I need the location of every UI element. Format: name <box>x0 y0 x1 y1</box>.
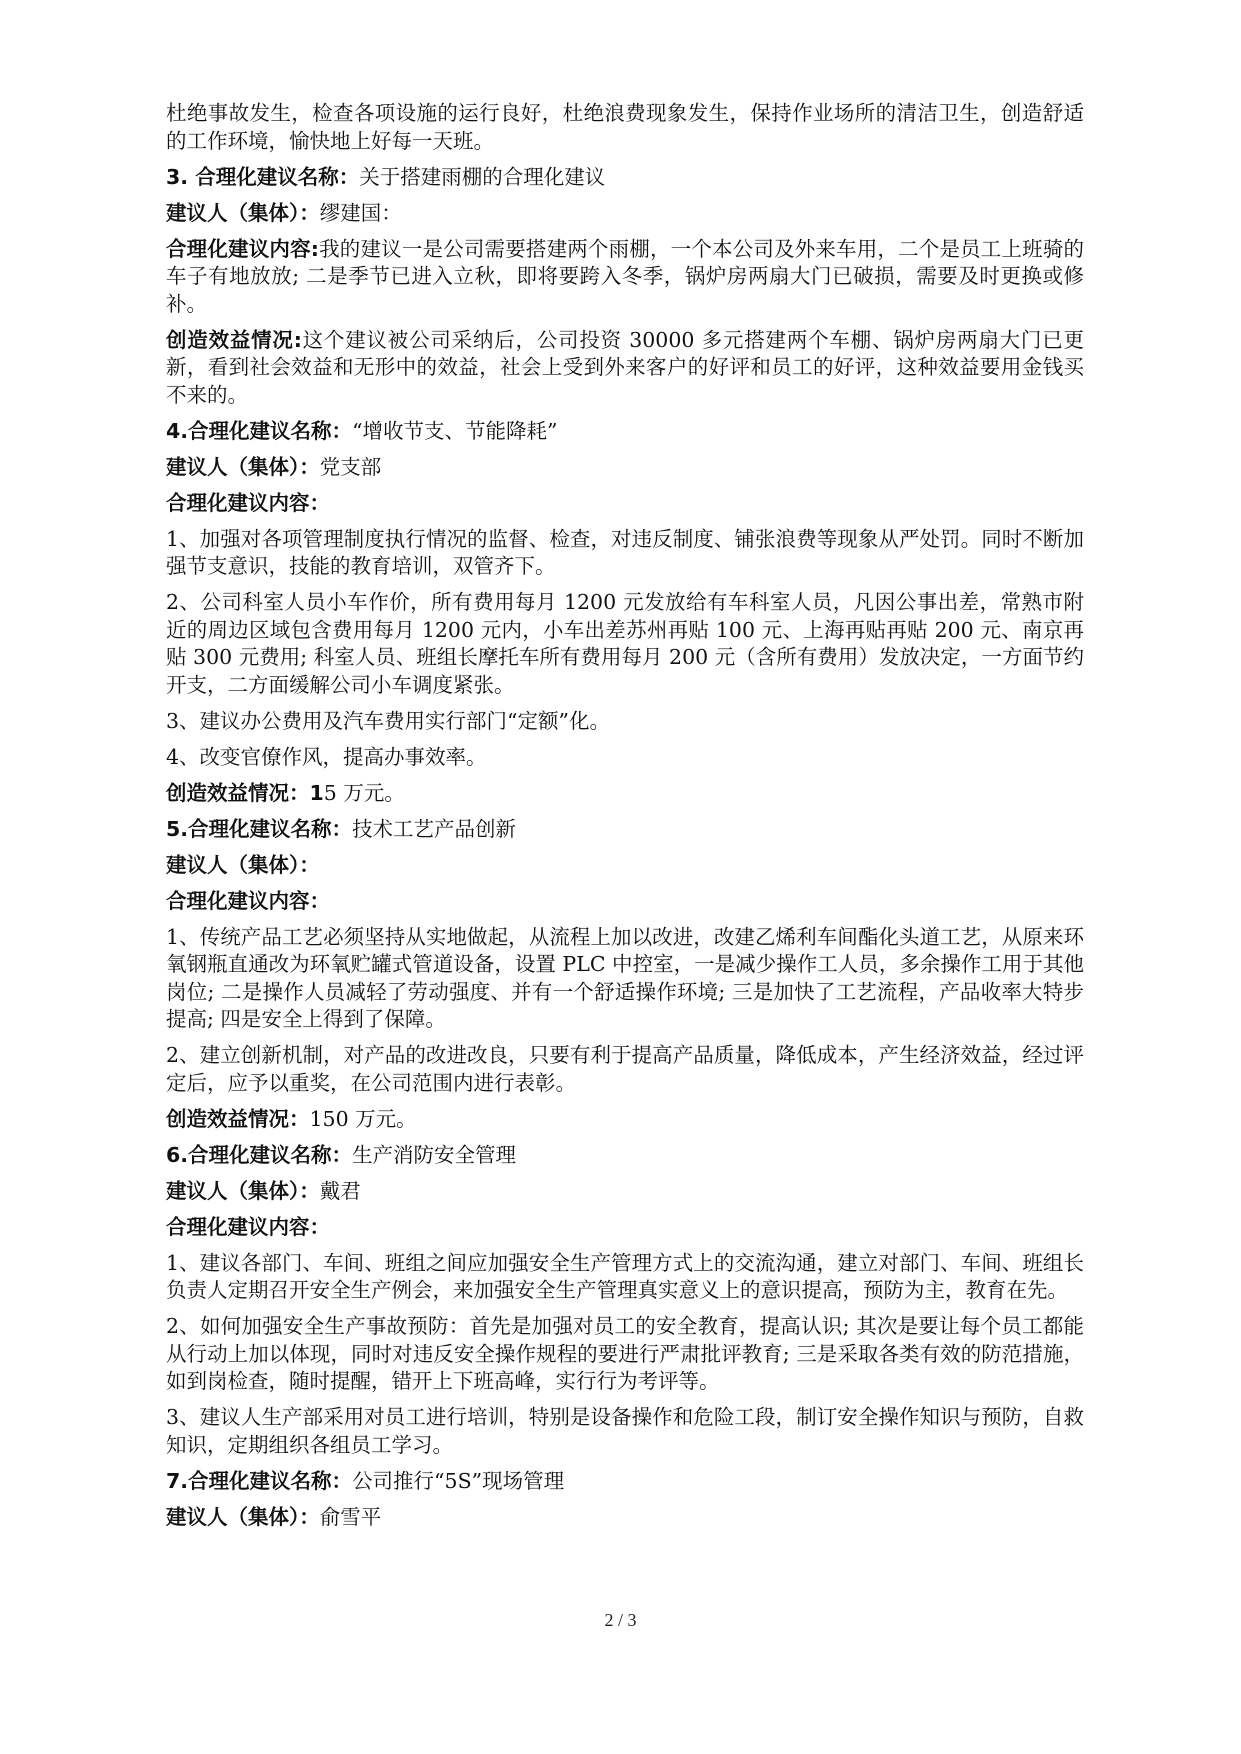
paragraph-label: 5.合理化建议名称： <box>166 816 353 841</box>
paragraph-text: 党支部 <box>319 454 382 479</box>
paragraph <box>166 1042 1084 1097</box>
paragraph-label: 3. 合理化建议名称： <box>166 164 360 189</box>
paragraph-label: 创造效益情况: <box>166 327 302 352</box>
paragraph-label: 合理化建议内容： <box>166 888 330 913</box>
paragraph <box>166 1404 1084 1459</box>
paragraph <box>166 454 1084 482</box>
paragraph-label: 建议人（集体）： <box>166 1504 320 1529</box>
paragraph <box>166 1313 1084 1396</box>
paragraph <box>166 589 1084 699</box>
paragraph <box>166 1178 1084 1206</box>
paragraph <box>166 1106 1084 1134</box>
paragraph-label: 6.合理化建议名称： <box>166 1142 353 1167</box>
paragraph <box>166 1142 1084 1170</box>
paragraph <box>166 236 1084 319</box>
paragraph-label: 建议人（集体）： <box>166 1178 320 1203</box>
paragraph <box>166 1214 1084 1242</box>
paragraph <box>166 418 1084 446</box>
paragraph-text: 缪建国： <box>319 200 402 225</box>
paragraph-label: 7.合理化建议名称： <box>166 1468 353 1493</box>
paragraph-text: 戴君 <box>319 1178 361 1203</box>
paragraph-text: 2、如何加强安全生产事故预防：首先是加强对员工的安全教育，提高认识; 其次是要让每个员工都能从行动上加以体现，同时对违反安全操作规程的要进行严肃批评教育; 三是采取各类有效的防范措施，如到岗检查，随时提醒，错开上下班高峰，实行行为考评等。 <box>166 1314 1084 1393</box>
paragraph <box>166 924 1084 1034</box>
paragraph-label: 合理化建议内容： <box>166 490 330 515</box>
paragraph <box>166 1250 1084 1305</box>
page-number: 2 / 3 <box>604 1610 637 1630</box>
paragraph-text: 150 万元。 <box>309 1106 417 1131</box>
paragraph-label: 合理化建议内容： <box>166 1214 330 1239</box>
paragraph-text: 公司推行“5S”现场管理 <box>352 1468 565 1493</box>
paragraph <box>166 1504 1084 1532</box>
paragraph-label: 创造效益情况：1 <box>166 780 324 805</box>
paragraph <box>166 1468 1084 1496</box>
paragraph-text: 5 万元。 <box>323 780 405 805</box>
paragraph-label: 合理化建议内容: <box>166 236 319 261</box>
paragraph <box>166 327 1084 410</box>
paragraph <box>166 780 1084 808</box>
paragraph-text: 3、建议办公费用及汽车费用实行部门“定额”化。 <box>166 708 611 733</box>
paragraph-label: 创造效益情况： <box>166 1106 310 1131</box>
paragraph-text: 1、传统产品工艺必须坚持从实地做起，从流程上加以改进，改建乙烯利车间酯化头道工艺，从原来环氧钢瓶直通改为环氧贮罐式管道设备，设置 PLC 中控室，一是减少操作工人员，多余操作工用于其他岗位; 二是操作人员减轻了劳动强度、并有一个舒适操作环境; 三是加快了工艺流程，产品收率大特步提高; 四是安全上得到了保障。 <box>166 924 1084 1031</box>
paragraph-text: 2、建立创新机制，对产品的改进改良，只要有利于提高产品质量，降低成本，产生经济效益，经过评定后，应予以重奖，在公司范围内进行表彰。 <box>166 1043 1084 1095</box>
paragraph-text: 2、公司科室人员小车作价，所有费用每月 1200 元发放给有车科室人员，凡因公事出差，常熟市附近的周边区域包含费用每月 1200 元内，小车出差苏州再贴 100 元、上海再贴再贴 200 元、南京再贴 300 元费用; 科室人员、班组长摩托车所有费用每月 200 元（含所有费用）发放决定，一方面节约开支，二方面缓解公司小车调度紧张。 <box>166 590 1084 697</box>
paragraph-text: 技术工艺产品创新 <box>352 816 517 841</box>
paragraph-text: 杜绝事故发生，检查各项设施的运行良好，杜绝浪费现象发生，保持作业场所的清洁卫生，创造舒适的工作环境，愉快地上好每一天班。 <box>166 101 1084 153</box>
paragraph-label: 4.合理化建议名称： <box>166 418 353 443</box>
paragraph-text: 4、改变官僚作风，提高办事效率。 <box>166 744 487 769</box>
paragraph-text: 生产消防安全管理 <box>352 1142 517 1167</box>
paragraph-text: 1、加强对各项管理制度执行情况的监督、检查，对违反制度、铺张浪费等现象从严处罚。同时不断加强节支意识，技能的教育培训，双管齐下。 <box>166 526 1084 578</box>
paragraph-text: “增收节支、节能降耗” <box>352 418 558 443</box>
document-body <box>166 100 1084 1540</box>
paragraph <box>166 526 1084 581</box>
paragraph <box>166 744 1084 772</box>
paragraph <box>166 888 1084 916</box>
paragraph-text: 这个建议被公司采纳后，公司投资 30000 多元搭建两个车棚、锅炉房两扇大门已更新，看到社会效益和无形中的效益，社会上受到外来客户的好评和员工的好评，这种效益要用金钱买不来的。 <box>166 327 1084 407</box>
paragraph-text: 我的建议一是公司需要搭建两个雨棚，一个本公司及外来车用，二个是员工上班骑的车子有地放放; 二是季节已进入立秋，即将要跨入冬季，锅炉房两扇大门已破损，需要及时更换或修补。 <box>166 236 1085 316</box>
paragraph-text: 关于搭建雨棚的合理化建议 <box>359 164 606 189</box>
paragraph <box>166 200 1084 228</box>
paragraph-text: 俞雪平 <box>319 1504 382 1529</box>
paragraph <box>166 708 1084 736</box>
paragraph-label: 建议人（集体）： <box>166 852 320 877</box>
paragraph-label: 建议人（集体）： <box>166 200 320 225</box>
paragraph-text: 3、建议人生产部采用对员工进行培训，特别是设备操作和危险工段，制订安全操作知识与预防，自救知识，定期组织各组员工学习。 <box>166 1405 1084 1457</box>
paragraph-label: 建议人（集体）： <box>166 454 320 479</box>
paragraph <box>166 100 1084 155</box>
paragraph <box>166 164 1084 192</box>
paragraph <box>166 490 1084 518</box>
paragraph <box>166 852 1084 880</box>
paragraph-text: 1、建议各部门、车间、班组之间应加强安全生产管理方式上的交流沟通，建立对部门、车间、班组长负责人定期召开安全生产例会，来加强安全生产管理真实意义上的意识提高，预防为主，教育在先。 <box>166 1250 1084 1302</box>
paragraph <box>166 816 1084 844</box>
